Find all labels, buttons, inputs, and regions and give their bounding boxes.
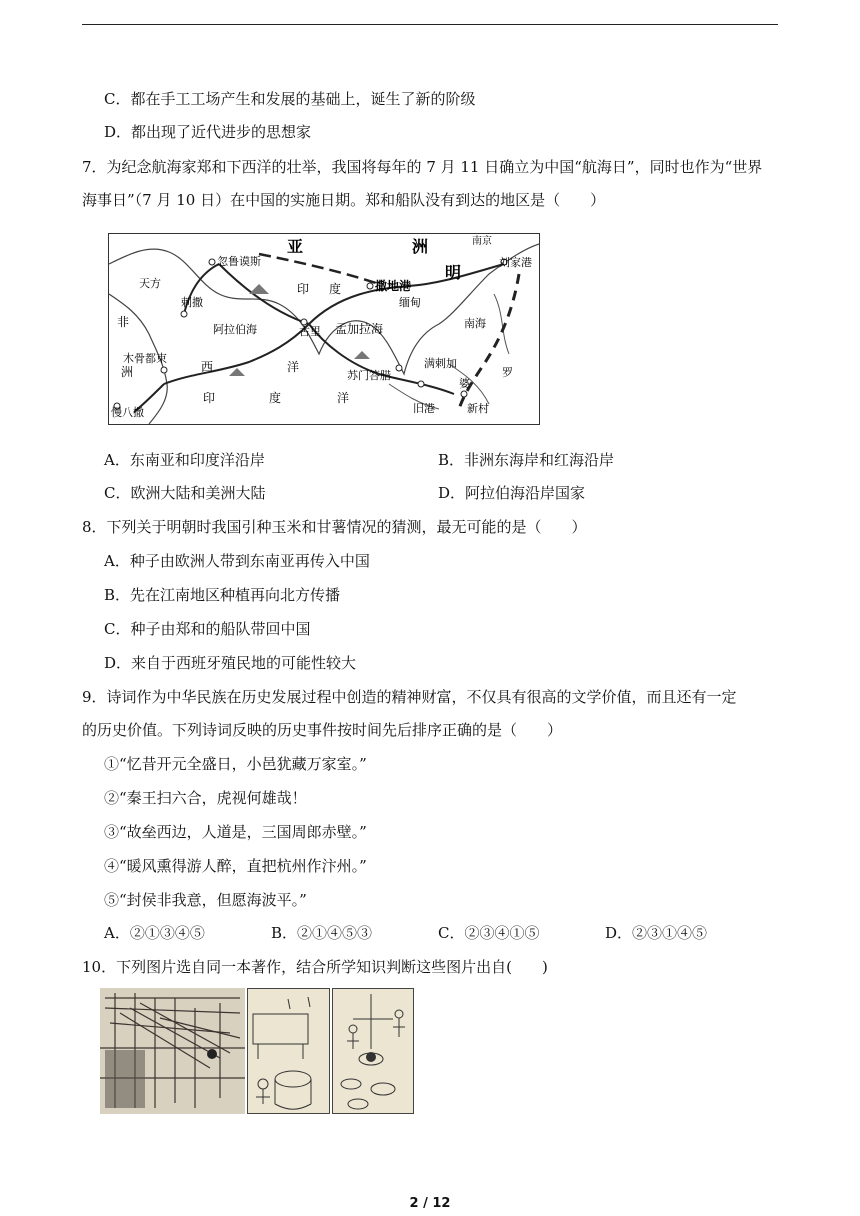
map-label-zhou2: 洲 [121,365,134,379]
prev-option-c: C．都在手工工场产生和发展的基础上，诞生了新的阶级 [104,90,476,108]
q9-option-d: D．②③①④⑤ [605,924,708,942]
q7-stem-line1: 7．为纪念航海家郑和下西洋的壮举，我国将每年的 7 月 11 日确立为中国“航海日”，同时也作为“世界 [82,158,763,176]
q7-option-b: B．非洲东海岸和红海沿岸 [438,451,615,469]
q9-option-a: A．②①③④⑤ [104,924,205,942]
q8-option-d: D．来自于西班牙殖民地的可能性较大 [104,654,357,672]
q7-option-c: C．欧洲大陆和美洲大陆 [104,484,266,502]
map-label-yin2: 印 [203,391,216,405]
q10-illustrations [100,988,414,1114]
map-label-guli: 古里 [299,325,321,338]
map-label-zhou: 洲 [412,237,429,256]
q9-stem-line2: 的历史价值。下列诗词反映的历史事件按时间先后排序正确的是（ ） [82,721,563,739]
header-rule [82,24,778,25]
map-label-alabohai: 阿拉伯海 [213,323,257,336]
map-label-jiugang: 旧港 [413,402,435,415]
map-label-du: 度 [329,282,342,296]
q9-item-3: ③“故垒西边，人道是，三国周郎赤壁。” [104,823,367,841]
map-label-xincun: 新村 [467,402,489,415]
map-label-manbasa: 慢八撒 [111,406,144,419]
q9-item-5: ⑤“封侯非我意，但愿海波平。” [104,891,307,909]
map-label-mengjialahai: 孟加拉海 [335,322,384,336]
map-label-nanhai: 南海 [464,317,486,330]
q8-option-c: C．种子由郑和的船队带回中国 [104,620,311,638]
map-label-miandian: 缅甸 [399,296,421,309]
map-label-tianfang: 天方 [139,277,161,290]
q7-option-a: A．东南亚和印度洋沿岸 [104,451,265,469]
q8-stem: 8．下列关于明朝时我国引种玉米和甘薯情况的猜测，最无可能的是（ ） [82,518,587,536]
q10-stem: 10．下列图片选自同一本著作，结合所学知识判断这些图片出自( ) [82,958,548,976]
map-label-ming: 明 [445,263,462,282]
map-label-yang2: 洋 [337,391,350,405]
ship-icon [249,284,269,294]
workshop-illustration-2 [332,988,414,1114]
map-label-luo: 罗 [502,366,513,379]
map-label-mugudushu: 木骨都束 [123,352,167,365]
map-label-liujiagang: 刘家港 [499,256,532,269]
prev-option-d: D．都出现了近代进步的思想家 [104,123,312,141]
q8-option-b: B．先在江南地区种植再向北方传播 [104,586,341,604]
map-svg [109,234,539,424]
map-label-sumendala: 苏门答腊 [347,369,391,382]
map-label-yin: 印 [297,282,310,296]
map-label-lasa: 剌撒 [181,296,203,309]
loom-illustration [100,988,245,1114]
ship-icon [354,351,370,359]
map-label-manlajia: 满剌加 [424,357,457,370]
workshop-illustration-1 [247,988,330,1114]
q7-stem-line2: 海事日”（7 月 10 日）在中国的实施日期。郑和船队没有到达的地区是（ ） [82,191,606,209]
q9-item-2: ②“秦王扫六合，虎视何雄哉！ [104,789,307,807]
map-label-sadigang: 撒地港 [375,279,412,293]
map-label-hulumosi: 忽鲁谟斯 [217,255,261,268]
page-number: 2 / 12 [409,1196,451,1211]
q9-option-b: B．②①④⑤③ [271,924,373,942]
map-label-po: 婆 [459,377,470,390]
map-label-du2: 度 [269,391,282,405]
q9-option-c: C．②③④①⑤ [438,924,540,942]
q9-stem-line1: 9．诗词作为中华民族在历史发展过程中创造的精神财富，不仅具有很高的文学价值，而且还有一定 [82,688,737,706]
q8-option-a: A．种子由欧洲人带到东南亚再传入中国 [104,552,370,570]
map-label-ya: 亚 [287,237,304,256]
zhenghe-voyage-map [108,233,540,425]
map-label-yang: 洋 [287,360,300,374]
q7-option-d: D．阿拉伯海沿岸国家 [438,484,586,502]
q9-item-4: ④“暖风熏得游人醉，直把杭州作汴州。” [104,857,367,875]
map-label-xi: 西 [201,360,214,374]
q9-item-1: ①“忆昔开元全盛日，小邑犹藏万家室。” [104,755,367,773]
ship-icon [229,368,245,376]
map-label-nanjing: 南京 [472,236,492,247]
map-label-fei: 非 [117,315,130,329]
